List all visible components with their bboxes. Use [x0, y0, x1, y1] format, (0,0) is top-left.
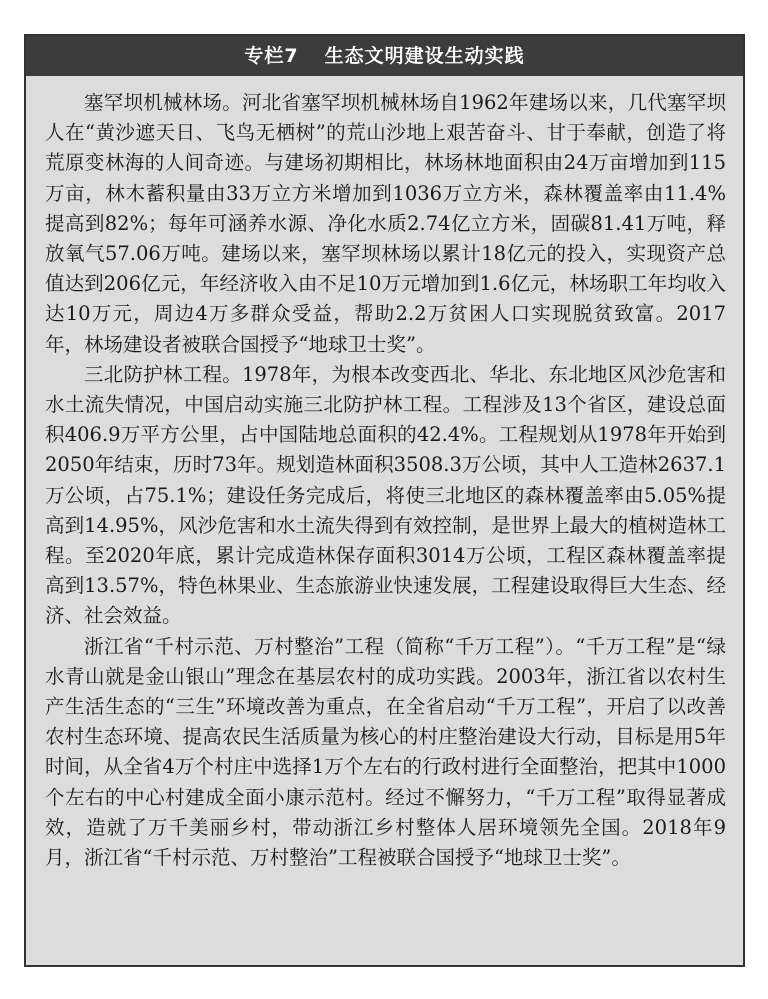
paragraph-three-north: 三北防护林工程。1978年，为根本改变西北、华北、东北地区风沙危害和水土流失情况，中国启动实施三北防护林工程。工程涉及13个省区，建设总面积406.9万平方公里，占中国陆地总面积的42.4%。工程规划从1978年开始到2050年结束，历时73年。规划造林面积3508.3万公顷，其中人工造林2637.1万公顷，占75.1%；建设任务完成后，将使三北地区的森林覆盖率由5.05%提高到14.95%，风沙危害和水土流失得到有效控制，是世界上最大的植树造林工程。至2020年底，累计完成造林保存面积3014万公顷，工程区森林覆盖率提高到13.57%，特色林果业、生态旅游业快速发展，工程建设取得巨大生态、经济、社会效益。 [45, 362, 726, 628]
paragraph-saihanba: 塞罕坝机械林场。河北省塞罕坝机械林场自1962年建场以来，几代塞罕坝人在“黄沙遮天日、飞鸟无栖树”的荒山沙地上艰苦奋斗、甘于奉献，创造了将荒原变林海的人间奇迹。与建场初期相比，林场林地面积由24万亩增加到115万亩，林木蓄积量由33万立方米增加到1036万立方米，森林覆盖率由11.4%提高到82%；每年可涵养水源、净化水质2.74亿立方米，固碳81.41万吨，释放氧气57.06万吨。建场以来，塞罕坝林场以累计18亿元的投入，实现资产总值达到206亿元，年经济收入由不足10万元增加到1.6亿元，林场职工年均收入达10万元，周边4万多群众受益，帮助2.2万贫困人口实现脱贫致富。2017年，林场建设者被联合国授予“地球卫士奖”。 [45, 91, 726, 356]
column-label: 专栏7 [244, 45, 299, 67]
paragraph-zhejiang: 浙江省“千村示范、万村整治”工程（简称“千万工程”）。“千万工程”是“绿水青山就是金山银山”理念在基层农村的成功实践。2003年，浙江省以农村生产生活生态的“三生”环境改善为重点，在全省启动“千万工程”，开启了以改善农村生态环境、提高农民生活质量为核心的村庄整治建设大行动，目标是用5年时间，从全省4万个村庄中选择1万个左右的行政村进行全面整治，把其中1000个左右的中心村建成全面小康示范村。经过不懈努力，“千万工程”取得显著成效，造就了万千美丽乡村，带动浙江乡村整体人居环境领先全国。2018年9月，浙江省“千村示范、万村整治”工程被联合国授予“地球卫士奖”。 [45, 634, 726, 870]
column-header [26, 36, 743, 76]
column-body [26, 76, 743, 873]
column-box [24, 34, 745, 967]
column-title: 生态文明建设生动实践 [324, 45, 525, 67]
